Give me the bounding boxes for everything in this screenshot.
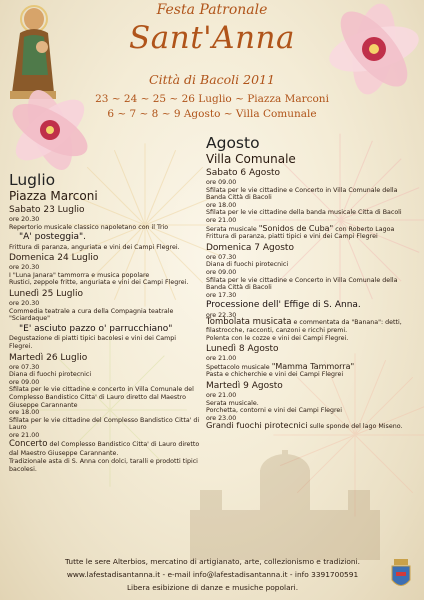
event-text: Degustazione di piatti tipici bacolesi e vini dei Campi Flegrei. [9, 335, 176, 350]
event-text: Sfilata per le vie cittadine e Concerto in Villa Comunale della Banda Città di Bacoli [206, 276, 398, 292]
dates-line-agosto: 6 ~ 7 ~ 8 ~ 9 Agosto ~ Villa Comunale [107, 108, 317, 120]
event-text: ore 07.30 [206, 253, 237, 261]
event-text: Tradizionale asta di S. Anna con dolci, taralli e prodotti tipici bacolesi. [9, 458, 198, 473]
event-text: ore 07.30 [9, 363, 40, 371]
event-text: Sfilata per le vie cittadine della banda musicale Citta di Bacoli [206, 209, 402, 217]
event-text [206, 319, 419, 334]
serata-pre: Serata musicale [206, 225, 259, 233]
serata-post: con Roberto Lagoa [333, 225, 395, 233]
event-date: Domenica 24 Luglio [9, 253, 99, 264]
event-text: ore 18.00 [206, 201, 237, 209]
event-text: ore 20.30 [9, 300, 40, 308]
event-text: Pasta e chicherchie e vini dei Campi Flegrei [206, 371, 344, 379]
event-text: Sfilata per le vie cittadine e concerto in Villa Comunale del Complesso Bandistico Citta' di Lauro diretto dal Maestro Giuseppe Carannante [9, 386, 194, 409]
page-title: Sant'Anna [129, 20, 295, 56]
venue-heading: Villa Comunale [206, 152, 296, 166]
spettacolo-pre: Spettacolo musicale [206, 363, 272, 371]
event-text: Repertorio musicale classico napoletano con il Trio [9, 223, 169, 231]
event-text: ore 17.30 [206, 291, 237, 299]
city-label: Città di Bacoli 2011 [149, 72, 275, 87]
serata-highlight: "Sonidos de Cuba" [258, 223, 334, 233]
event-text: ore 09.00 [206, 268, 237, 276]
event-text [206, 363, 419, 372]
event-highlight: "E' asciuto pazzo o' parrucchiano" [19, 323, 173, 334]
processione-highlight: Processione dell' Effige di S. Anna. [206, 300, 361, 311]
event-text: I "Luna Janara" tammorra e musica popolare [9, 271, 150, 279]
event-text: Frittura di paranza, anguriata e vini dei Campi Flegrei. [9, 243, 180, 251]
footer-line: Libera esibizione di danze e musiche popolari. [126, 583, 299, 592]
event-text: Diana di fuochi pirotecnici [206, 261, 289, 269]
event-text: Rustici, zeppole fritte, anguriata e vini dei Campi Flegrei. [9, 279, 189, 287]
event-text [206, 225, 419, 234]
event-date: Domenica 7 Agosto [206, 242, 294, 253]
event-date: Martedì 9 Agosto [206, 380, 283, 391]
concerto-label: Concerto [9, 439, 48, 450]
event-text [206, 422, 419, 431]
event-text: ore 23.00 [206, 414, 237, 422]
luglio-column [9, 172, 201, 473]
church-silhouette [170, 450, 400, 560]
fuochi-text: sulle sponde del lago Miseno. [307, 423, 403, 431]
event-text: Commedia teatrale a cura della Compagnia teatrale [9, 307, 174, 315]
agosto-column [206, 135, 419, 431]
spettacolo-highlight: "Mamma Tammorra" [271, 361, 355, 371]
fuochi-highlight: Grandi fuochi pirotecnici [206, 420, 308, 431]
footer-contacts: www.lafestadisantanna.it - e-mail info@lafestadisantanna.it - info 3391700591 [66, 570, 359, 579]
event-text: Polenta con le cozze e vini dei Campi Flegrei. [206, 334, 349, 342]
event-text: Sfilata per le vie cittadine e Concerto in Villa Comunale della Banda Città di Bacoli [206, 186, 398, 202]
event-text: "Sciardaque" [9, 315, 51, 323]
event-date: Lunedì 25 Luglio [9, 289, 83, 300]
event-text: ore 22.30 [206, 311, 237, 319]
event-date: Lunedì 8 Agosto [206, 344, 279, 355]
event-date: Sabato 6 Agosto [206, 168, 281, 178]
event-date: Sabato 23 Luglio [9, 205, 85, 215]
event-text: ore 20.30 [9, 216, 40, 223]
event-text: ore 20.30 [9, 264, 40, 272]
event-text: Porchetta, contorni e vini dei Campi Flegrei [206, 407, 343, 415]
event-text [9, 439, 201, 458]
event-text: ore 18.00 [9, 409, 40, 417]
month-heading: Luglio [9, 171, 56, 189]
event-text: ore 09.00 [9, 378, 40, 386]
event-text: ore 21.00 [206, 216, 237, 224]
event-text: Diana di fuochi pirotecnici [9, 371, 92, 379]
event-text: Frittura di paranza, piatti tipici e vini dei Campi Flegrei [206, 233, 378, 241]
event-text: ore 21.00 [206, 355, 237, 363]
event-text: ore 21.00 [206, 391, 237, 399]
event-date: Martedì 26 Luglio [9, 352, 88, 363]
event-text: ore 21.00 [9, 431, 40, 439]
month-heading: Agosto [206, 134, 260, 152]
event-highlight: "A' posteggia". [19, 232, 87, 243]
tombolata-text: e commentata da "Banana": detti, filastrocche, racconti, canzoni e ricchi premi. [206, 319, 402, 334]
venue-heading: Piazza Marconi [9, 189, 98, 203]
festa-subtitle: Festa Patronale [156, 2, 268, 18]
dates-line-luglio: 23 ~ 24 ~ 25 ~ 26 Luglio ~ Piazza Marconi [95, 93, 329, 105]
event-text: Serata musicale. [206, 399, 259, 407]
event-text: Sfilata per le vie cittadine del Complesso Bandistico Citta' di Lauro [9, 416, 200, 432]
concerto-text: del Complesso Bandistico Citta' di Lauro diretto dal Maestro Giuseppe Carannante. [9, 441, 200, 458]
footer-line: Tutte le sere Alterbios, mercatino di artigianato, arte, collezionismo e tradizioni. [65, 557, 360, 566]
tombolata-highlight: Tombolata musicata [206, 317, 292, 328]
municipal-crest-icon [389, 558, 413, 592]
event-text: ore 09.00 [206, 179, 237, 186]
